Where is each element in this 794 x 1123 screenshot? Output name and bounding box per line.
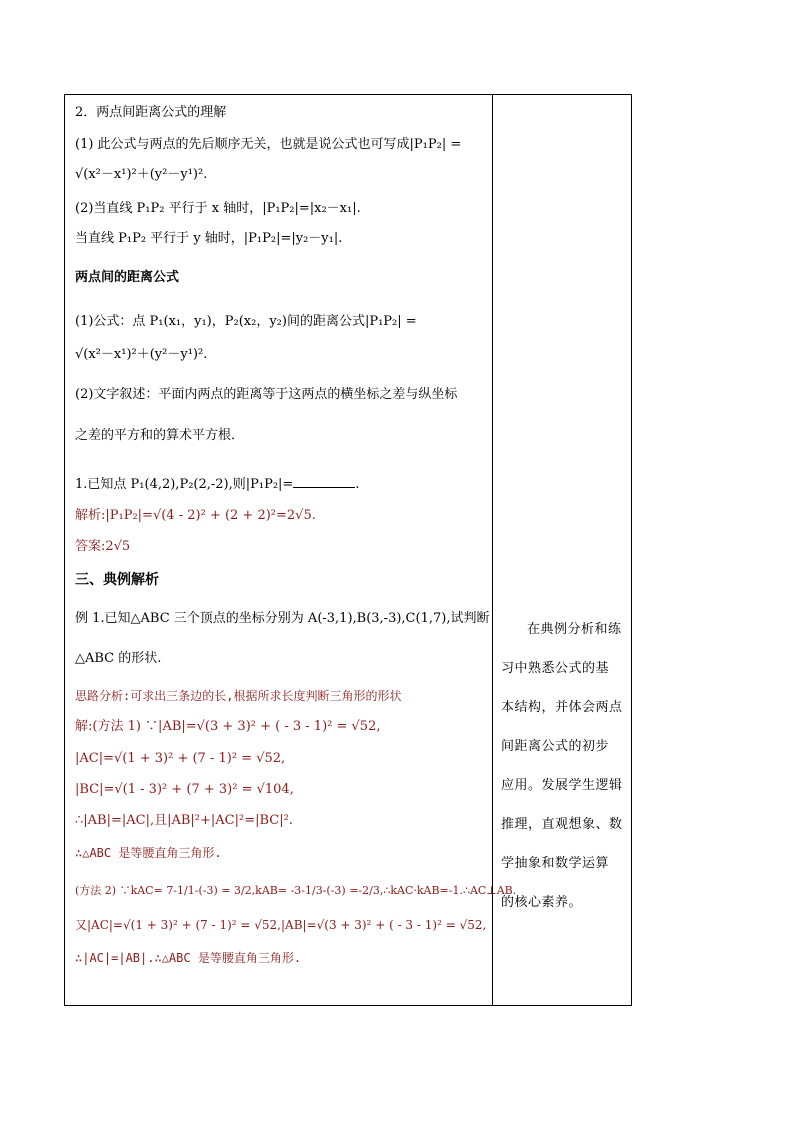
note-line: 推理，直观想象、数	[501, 817, 623, 832]
solution-line: ∴△ABC 是等腰直角三角形.	[75, 846, 222, 860]
text-line: (1)公式：点 P₁(x₁，y₁)，P₂(x₂，y₂)间的距离公式|P₁P₂| =	[75, 314, 417, 329]
solution-line: ∴|AC|=|AB|.∴△ABC 是等腰直角三角形.	[75, 951, 302, 965]
column-divider	[492, 95, 493, 1005]
analysis-line: 思路分析:可求出三条边的长,根据所求长度判断三角形的形状	[75, 689, 402, 703]
lesson-table	[64, 94, 632, 1006]
text-line: (2)当直线 P₁P₂ 平行于 x 轴时，|P₁P₂|=|x₂－x₁|.	[75, 201, 361, 216]
formula-line: √(x²－x¹)²＋(y²－y¹)².	[75, 167, 208, 182]
solution-line: 又|AC|=√(1 + 3)² + (7 - 1)² = √52,|AB|=√(3 + 3)² + ( - 3 - 1)² = √52,	[75, 918, 487, 932]
text-line: 当直线 P₁P₂ 平行于 y 轴时，|P₁P₂|=|y₂－y₁|.	[75, 231, 343, 246]
example-line: △ABC 的形状.	[75, 651, 162, 666]
note-line: 应用。发展学生逻辑	[501, 778, 623, 793]
text-line: (1) 此公式与两点的先后顺序无关，也就是说公式也可写成|P₁P₂| =	[75, 137, 462, 152]
section-heading: 三、典例解析	[75, 572, 159, 588]
note-line: 间距离公式的初步	[501, 739, 610, 754]
text-line: (2)文字叙述：平面内两点的距离等于这两点的横坐标之差与纵坐标	[75, 387, 458, 402]
solution-line: ∴|AB|=|AC|,且|AB|²+|AC|²=|BC|².	[75, 813, 293, 828]
note-line: 本结构，并体会两点	[501, 700, 623, 715]
subheading: 两点间的距离公式	[75, 270, 180, 285]
note-line: 在典例分析和练	[527, 622, 622, 637]
note-line: 习中熟悉公式的基	[501, 661, 610, 676]
note-line: 的核心素养。	[501, 895, 583, 910]
exercise-text: 1.已知点 P₁(4,2),P₂(2,-2),则|P₁P₂|=	[75, 477, 294, 492]
notes-column	[501, 610, 627, 922]
solution-line: 解析:|P₁P₂|=√(4 - 2)² + (2 + 2)²=2√5.	[75, 508, 316, 523]
example-line: 例 1.已知△ABC 三个顶点的坐标分别为 A(-3,1),B(3,-3),C(1,7),试判断	[75, 611, 490, 626]
answer-blank	[293, 475, 355, 488]
formula-line: √(x²－x¹)²＋(y²－y¹)².	[75, 347, 208, 362]
note-line: 学抽象和数学运算	[501, 856, 610, 871]
solution-line: |BC|=√(1 - 3)² + (7 + 3)² = √104,	[75, 782, 294, 797]
solution-line: |AC|=√(1 + 3)² + (7 - 1)² = √52,	[75, 751, 286, 766]
solution-line: 解:(方法 1) ∵|AB|=√(3 + 3)² + ( - 3 - 1)² = √52,	[75, 719, 381, 734]
section-title: 2．两点间距离公式的理解	[75, 105, 227, 120]
exercise-line	[75, 475, 359, 493]
solution-line: (方法 2) ∵kAC= 7-1/1-(-3) = 3/2,kAB= -3-1/3-(-3) =-2/3,∴kAC·kAB=-1.∴AC⊥AB.	[75, 884, 517, 897]
exercise-period: .	[355, 477, 360, 492]
text-line: 之差的平方和的算术平方根．	[75, 428, 245, 443]
answer-line: 答案:2√5	[75, 539, 131, 554]
